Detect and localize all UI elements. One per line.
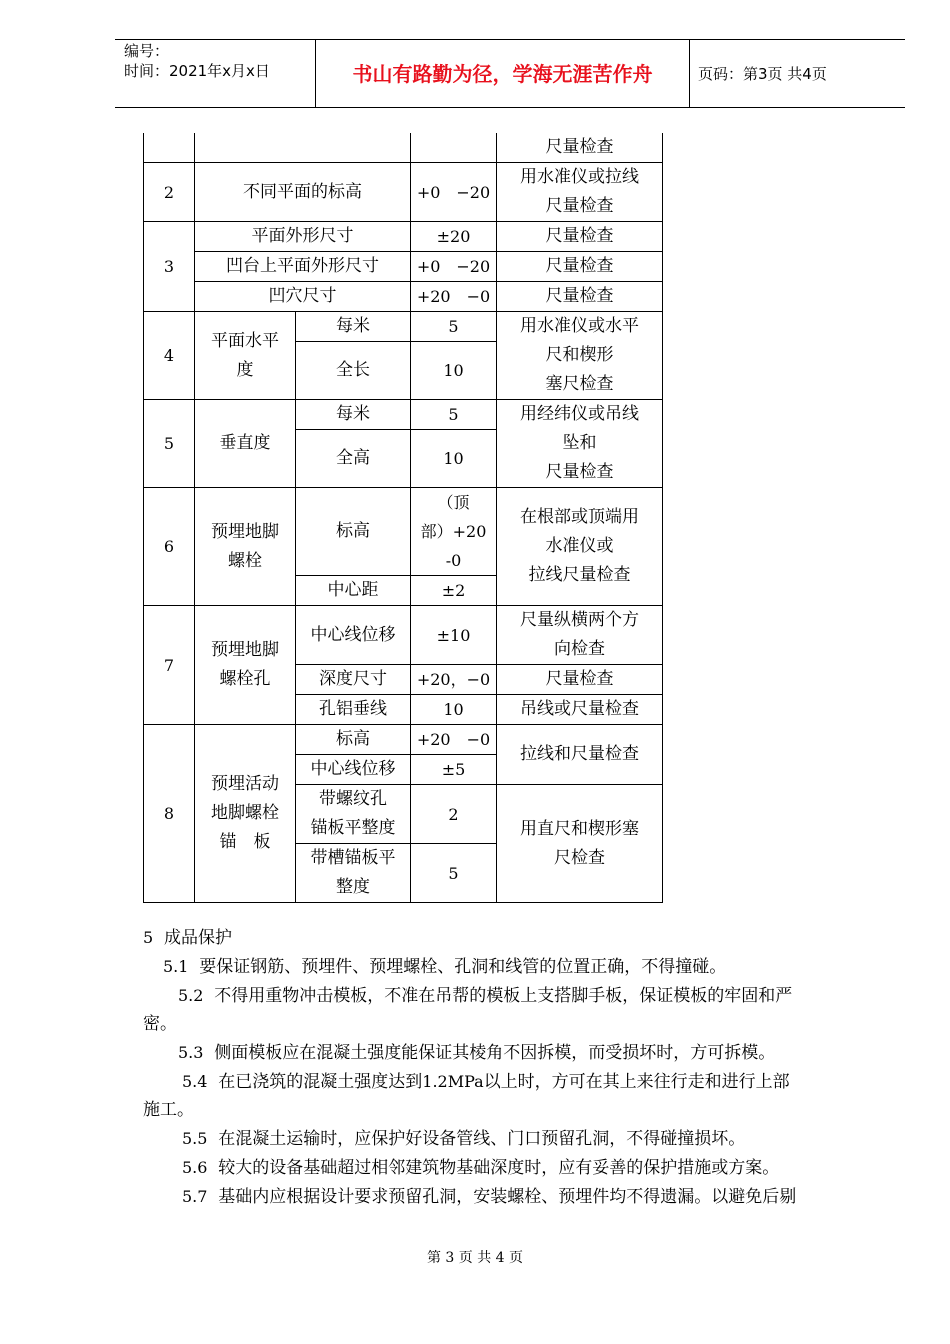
row-number: 2 [144,163,195,222]
method-line: 用直尺和楔形塞 [520,818,639,839]
sub-item-cell: 中心线位移 [296,755,411,785]
table-row [144,252,663,282]
sub-item-cell: 每米 [296,312,411,342]
row-number: 3 [144,222,195,312]
method-cell: 尺量检查 [497,282,663,312]
section-heading [143,923,232,953]
section-number: 5 [143,928,154,947]
sub-item-line: 整度 [336,877,370,897]
paragraph [182,1153,779,1183]
sub-item-cell: 标高 [296,725,411,755]
tolerance-cell: +0 −20 [411,163,497,222]
method-cell [497,400,663,488]
page-footer: 第 3 页 共 4 页 [426,1250,524,1266]
header-number-label: 编号： [124,42,170,60]
item-text: 要保证钢筋、预埋件、预埋螺栓、孔洞和线管的位置正确，不得撞碰。 [199,957,727,977]
row-number: 6 [144,488,195,606]
header-top-rule [115,39,905,40]
row-number: 8 [144,725,195,903]
item-cell [195,312,296,400]
method-cell [497,163,663,222]
tolerance-line: -0 [445,551,462,570]
item-line: 预埋地脚 [211,521,279,542]
table-row [144,163,663,222]
tolerance-cell: 5 [411,312,497,342]
tolerance-table [143,133,663,903]
item-cell [195,725,296,903]
method-line: 尺量检查 [545,462,614,482]
tolerance-line: 部）+20 [420,522,487,541]
header-divider [689,39,690,107]
table-row [144,400,663,430]
tolerance-cell: 5 [411,844,497,903]
paragraph-continuation: 施工。 [143,1100,194,1120]
paragraph [163,952,726,982]
paragraph [178,981,792,1011]
method-line: 尺量纵横两个方 [520,610,639,630]
paragraph [182,1067,790,1097]
method-line: 在根部或顶端用 [520,507,639,527]
table-row [144,606,663,665]
method-cell: 拉线和尺量检查 [497,725,663,785]
item-text: 在已浇筑的混凝土强度达到 [218,1072,423,1092]
sub-item-line: 带螺纹孔 [319,789,387,809]
method-line: 拉线尺量检查 [528,565,631,585]
paragraph [178,1038,775,1068]
item-line: 度 [236,359,254,380]
method-cell [497,606,663,665]
item-line: 螺栓 [228,550,262,571]
table-row [144,312,663,342]
table-row [144,282,663,312]
method-line: 用水准仪或拉线 [520,167,639,187]
item-cell [195,606,296,725]
method-line: 塞尺检查 [545,374,614,394]
method-line: 水准仪或 [545,536,614,556]
method-cell [497,785,663,903]
tolerance-cell: ±5 [411,755,497,785]
row-number: 5 [144,400,195,488]
method-line: 向检查 [554,639,605,659]
tolerance-line: （顶 [437,493,470,512]
tolerance-cell: 10 [411,430,497,488]
tolerance-cell: +20 −0 [411,725,497,755]
item-cell: 凹穴尺寸 [195,282,411,312]
method-line: 尺检查 [554,847,605,868]
item-text: 不得用重物冲击模板，不准在吊帮的模板上支搭脚手板，保证模板的牢固和严 [214,986,793,1006]
method-line: 用水准仪或水平 [520,316,639,336]
tolerance-cell: ±20 [411,222,497,252]
tolerance-cell: ±2 [411,576,497,606]
method-cell: 吊线或尺量检查 [497,695,663,725]
table-row [144,488,663,576]
method-line: 坠和 [562,433,597,453]
sub-item-cell: 深度尺寸 [296,665,411,695]
item-number: 5.6 [182,1158,208,1177]
sub-item-cell [296,785,411,844]
item-number: 5.2 [178,986,204,1005]
item-cell: 不同平面的标高 [195,163,411,222]
item-text: 侧面模板应在混凝土强度能保证其棱角不因拆模，而受损坏时，方可拆模。 [214,1043,776,1063]
table-row [144,133,663,163]
sub-item-cell: 孔铝垂线 [296,695,411,725]
tolerance-cell: +20 −0 [411,282,497,312]
table-row [144,222,663,252]
item-cell [195,488,296,606]
tolerance-cell: ±10 [411,606,497,665]
sub-item-line: 带槽锚板平 [310,848,396,868]
method-cell: 尺量检查 [497,665,663,695]
method-cell [497,488,663,606]
tolerance-cell [411,488,497,576]
header-motto: 书山有路勤为径，学海无涯苦作舟 [352,62,653,86]
header-time-label: 时间：2021年x月x日 [124,62,270,80]
item-cell: 凹台上平面外形尺寸 [195,252,411,282]
item-number: 5.7 [182,1187,208,1206]
sub-item-cell: 标高 [296,488,411,576]
sub-item-line: 锚板平整度 [310,818,396,838]
item-number: 5.3 [178,1043,204,1062]
method-line: 尺和楔形 [545,345,614,365]
row-number: 7 [144,606,195,725]
item-text: 基础内应根据设计要求预留孔洞，安装螺栓、预埋件均不得遗漏。以避免后剔 [218,1187,797,1207]
tolerance-cell: 2 [411,785,497,844]
sub-item-cell: 中心线位移 [296,606,411,665]
sub-item-cell: 中心距 [296,576,411,606]
item-cell [195,133,411,163]
item-cell: 垂直度 [195,400,296,488]
method-cell: 尺量检查 [497,252,663,282]
item-text: 以上时，方可在其上来往行走和进行上部 [483,1072,790,1092]
method-line: 用经纬仪或吊线 [520,404,639,424]
tolerance-cell: 10 [411,695,497,725]
method-cell: 尺量检查 [497,133,663,163]
table-row [144,725,663,755]
item-line: 平面水平 [211,330,279,351]
paragraph [182,1124,745,1154]
item-number: 5.4 [182,1072,208,1091]
section-title: 成品保护 [164,928,232,948]
paragraph [182,1182,796,1212]
header-page-label: 页码：第3页 共4页 [698,65,827,83]
strength-value: 1.2MPa [422,1072,484,1091]
item-line: 预埋活动 [211,774,279,794]
item-line: 锚 板 [219,832,271,852]
method-line: 尺量检查 [545,196,614,216]
item-line: 地脚螺栓 [211,803,279,823]
sub-item-cell [296,844,411,903]
paragraph-continuation: 密。 [143,1014,177,1034]
row-number [144,133,195,163]
header-bottom-rule [115,107,905,108]
item-text: 在混凝土运输时，应保护好设备管线、门口预留孔洞，不得碰撞损坏。 [218,1129,746,1149]
method-cell [497,312,663,400]
method-cell: 尺量检查 [497,222,663,252]
sub-item-cell: 全长 [296,342,411,400]
tolerance-cell: 10 [411,342,497,400]
tolerance-cell: +20，−0 [411,665,497,695]
item-line: 预埋地脚 [211,640,279,660]
item-number: 5.5 [182,1129,208,1148]
item-cell: 平面外形尺寸 [195,222,411,252]
row-number: 4 [144,312,195,400]
sub-item-cell: 全高 [296,430,411,488]
item-text: 较大的设备基础超过相邻建筑物基础深度时，应有妥善的保护措施或方案。 [218,1158,780,1178]
item-line: 螺栓孔 [219,669,271,689]
tolerance-cell: +0 −20 [411,252,497,282]
sub-item-cell: 每米 [296,400,411,430]
item-number: 5.1 [163,957,189,976]
tolerance-cell [411,133,497,163]
tolerance-cell: 5 [411,400,497,430]
